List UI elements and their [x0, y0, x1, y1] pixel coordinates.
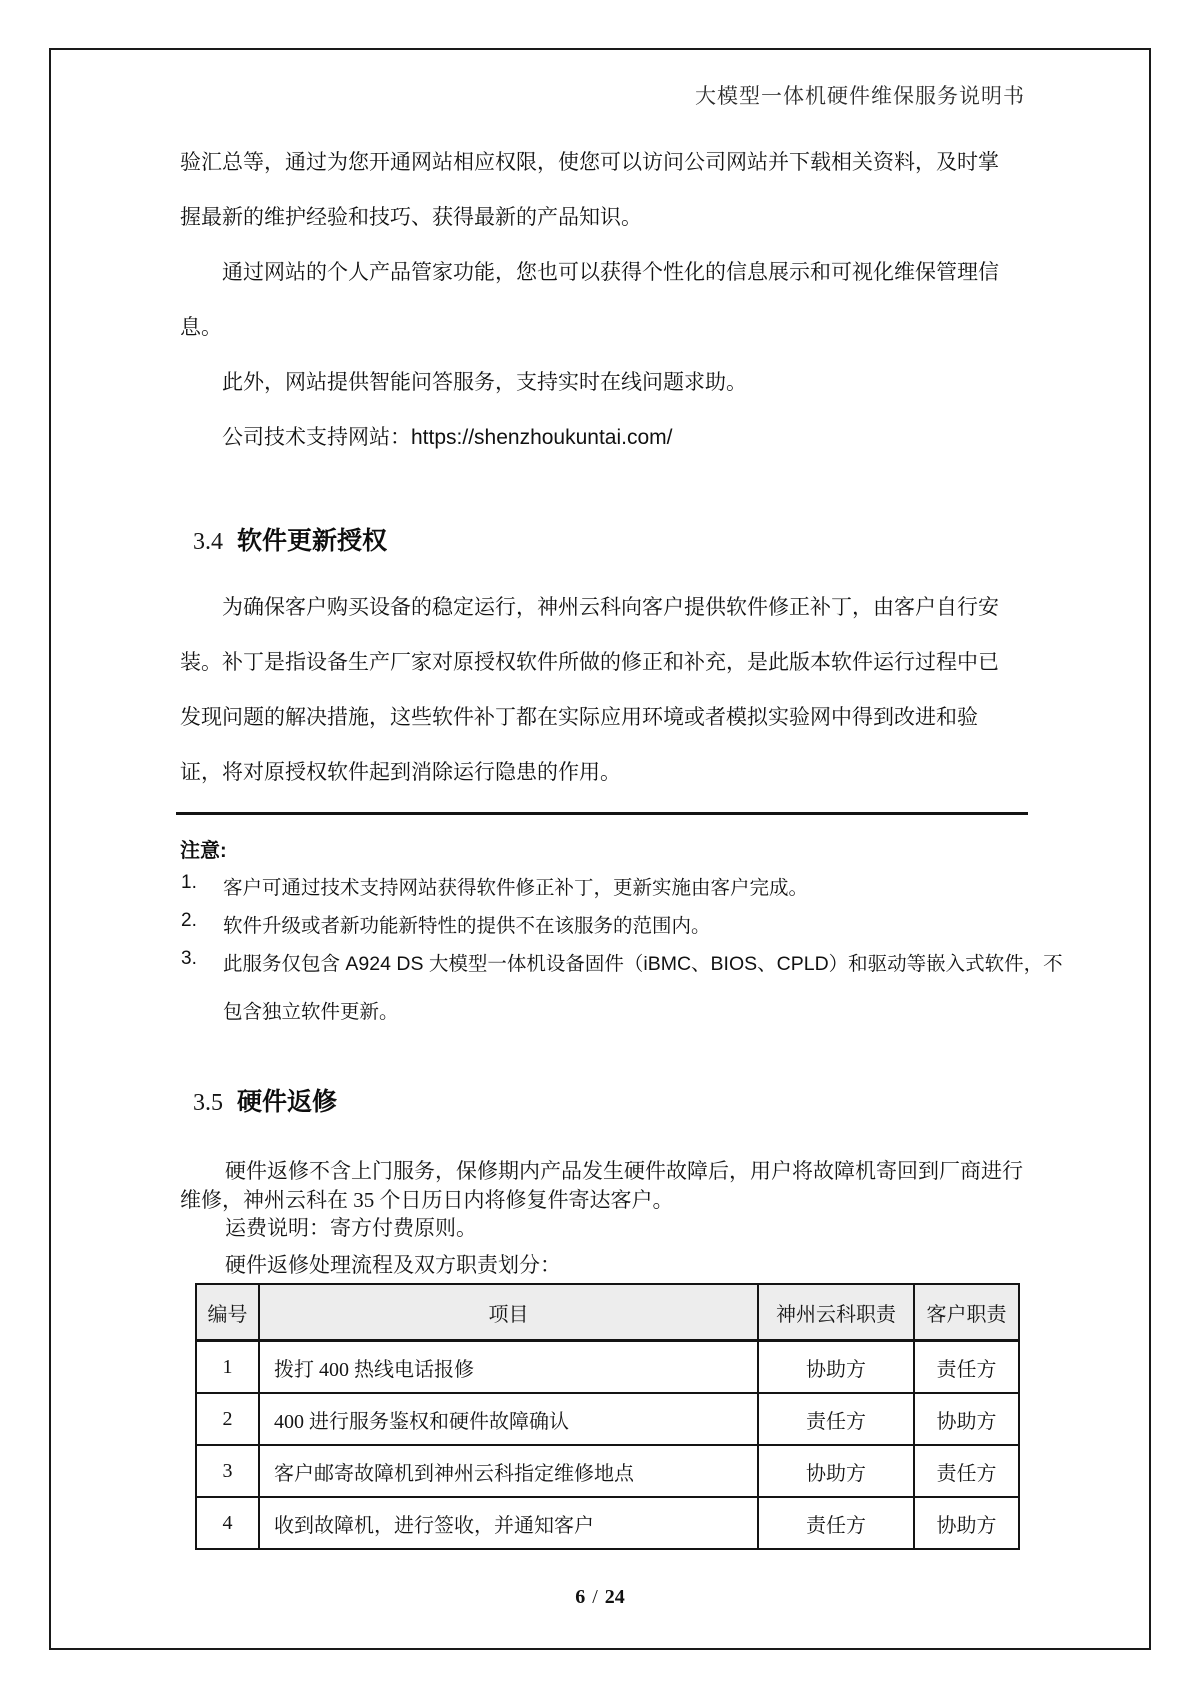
table-cell: 责任方: [914, 1341, 1019, 1394]
page-number-footer: [0, 1586, 1200, 1609]
table-cell: 拨打 400 热线电话报修: [259, 1341, 758, 1394]
body-line: 握最新的维护经验和技巧、获得最新的产品知识。: [180, 206, 642, 229]
notice-item-text: 客户可通过技术支持网站获得软件修正补丁，更新实施由客户完成。: [223, 877, 809, 899]
table-header-cell: 神州云科职责: [758, 1284, 914, 1341]
body-line: 此外，网站提供智能问答服务，支持实时在线问题求助。: [222, 371, 747, 394]
body-line: 维修，神州云科在 35 个日历日内将修复件寄达客户。: [180, 1188, 674, 1212]
table-row: [196, 1393, 1019, 1445]
table-cell: 400 进行服务鉴权和硬件故障确认: [259, 1393, 758, 1445]
table-cell: 协助方: [914, 1393, 1019, 1445]
table-cell: 4: [196, 1497, 259, 1549]
notice-item-text: 软件升级或者新功能新特性的提供不在该服务的范围内。: [223, 915, 711, 937]
table-row: [196, 1341, 1019, 1394]
table-cell: 协助方: [758, 1445, 914, 1497]
notice-divider: [176, 812, 1028, 815]
body-line: 硬件返修不含上门服务，保修期内产品发生硬件故障后，用户将故障机寄回到厂商进行: [225, 1159, 1023, 1183]
running-header-title: 大模型一体机硬件维保服务说明书: [695, 84, 1025, 108]
table-cell: 2: [196, 1393, 259, 1445]
table-cell: 责任方: [914, 1445, 1019, 1497]
table-cell: 收到故障机，进行签收，并通知客户: [259, 1497, 758, 1549]
section-heading-3-4: [193, 521, 387, 557]
table-header-cell: 客户职责: [914, 1284, 1019, 1341]
section-title: 硬件返修: [237, 1088, 338, 1116]
body-line: 运费说明：寄方付费原则。: [225, 1216, 477, 1240]
table-cell: 协助方: [914, 1497, 1019, 1549]
body-line: 为确保客户购买设备的稳定运行，神州云科向客户提供软件修正补丁，由客户自行安: [222, 596, 999, 619]
notice-item-number: 3.: [181, 948, 197, 969]
body-line: 证，将对原授权软件起到消除运行隐患的作用。: [180, 761, 621, 784]
total-page-count: 24: [604, 1586, 625, 1608]
table-row: [196, 1497, 1019, 1549]
body-line: 验汇总等，通过为您开通网站相应权限，使您可以访问公司网站并下载相关资料，及时掌: [180, 151, 999, 174]
support-website-line: 公司技术支持网站：https://shenzhoukuntai.com/: [222, 426, 673, 449]
table-cell: 协助方: [758, 1341, 914, 1394]
section-number: 3.4: [193, 529, 223, 555]
notice-label: 注意:: [180, 840, 227, 862]
notice-item-number: 1.: [181, 872, 197, 893]
notice-item-text: 此服务仅包含 A924 DS 大模型一体机设备固件（iBMC、BIOS、CPLD）和驱动等嵌入式软件，不: [223, 953, 1063, 975]
table-header-cell: 项目: [259, 1284, 758, 1341]
body-line: 装。补丁是指设备生产厂家对原授权软件所做的修正和补充，是此版本软件运行过程中已: [180, 651, 999, 674]
notice-item-number: 2.: [181, 910, 197, 931]
body-line: 发现问题的解决措施，这些软件补丁都在实际应用环境或者模拟实验网中得到改进和验: [180, 706, 978, 729]
body-line: 通过网站的个人产品管家功能，您也可以获得个性化的信息展示和可视化维保管理信: [222, 261, 999, 284]
table-cell: 客户邮寄故障机到神州云科指定维修地点: [259, 1445, 758, 1497]
body-line: 息。: [180, 316, 222, 339]
table-cell: 1: [196, 1341, 259, 1394]
table-cell: 责任方: [758, 1497, 914, 1549]
table-cell: 3: [196, 1445, 259, 1497]
section-title: 软件更新授权: [237, 527, 388, 555]
table-cell: 责任方: [758, 1393, 914, 1445]
section-heading-3-5: [193, 1082, 337, 1118]
notice-item-text-wrap: 包含独立软件更新。: [223, 1001, 399, 1023]
table-header-row: [196, 1284, 1019, 1341]
body-line: 硬件返修处理流程及双方职责划分：: [225, 1253, 561, 1277]
repair-process-table: [195, 1283, 1020, 1550]
section-number: 3.5: [193, 1090, 223, 1116]
table-header-cell: 编号: [196, 1284, 259, 1341]
current-page-number: 6: [575, 1586, 586, 1608]
table-row: [196, 1445, 1019, 1497]
page-separator: /: [592, 1586, 598, 1608]
